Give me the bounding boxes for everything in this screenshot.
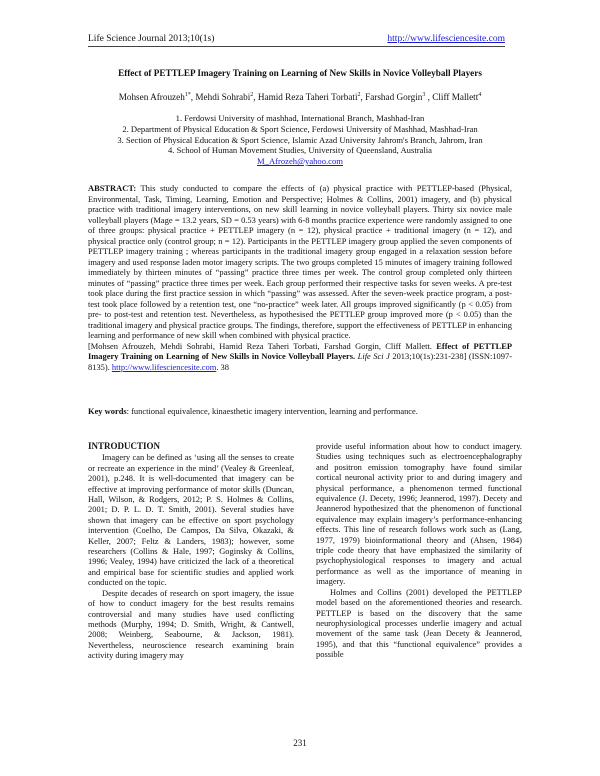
abstract-label: ABSTRACT:	[88, 183, 137, 193]
citation-url-link[interactable]: http://www.lifesciencesite.com	[111, 361, 217, 372]
left-column	[88, 441, 294, 661]
running-header	[88, 34, 505, 47]
keywords-label: Key words	[88, 406, 127, 416]
intro-paragraph-1: Imagery can be defined as ‘using all the senses to create or recreate an experience in the mind’ (Vealey & Greenleaf, 2001), p.248. It is well-documented that imagery can be effective at improving performance of motor skills (Duncan, Hall, Wilson, & Rodgers, 2012; P. S. Holmes & Collins, 2001; D. P. L. D. T. Smith, 2001). Several studies have shown that imagery can be effective on sport psychology intervention (Coelho, De Campos, Da Silva, Okazaki, & Keller, 2007; Feltz & Landers, 1983); however, some researchers (Collins & Hale, 1997; Goginsky & Collins, 1996; Vealey, 1994) have criticized the lack of a theoretical and empirical base for scientific studies and applied work conducted on the topic.	[88, 452, 294, 588]
intro-paragraph-2: Despite decades of research on sport imagery, the issue of how to conduct imagery for the best results remains controversial and many studies have used conflicting methods (Murphy, 1994; D. Smith, Wright, & Cantwell, 2008; Weinberg, Seabourne, & Jackson, 1981). Nevertheless, neuroscience research examining brain activity during imagery may	[88, 587, 294, 661]
author-email[interactable]: M_Afrozeh@yahoo.com	[257, 156, 343, 167]
intro-heading: INTRODUCTION	[88, 441, 161, 451]
citation-number: . 38	[216, 361, 229, 372]
abstract-text: This study conducted to compare the effects of (a) physical practice with PETTLEP-based (Physical, Environmental, Task, Timing, Learning, Emotion and Perspective; Holmes & Collins, 2001) imagery, and (b) physical practice with traditional imagery interventions, on new skill learning in novice volleyball players. Thirty six novice male volleyball players (Mage = 13.2 years, SD = 0.53 years) with 6-8 months practice experience were randomly assigned to one of three groups: physical practice + PETTLEP imagery (n = 12), physical practice + traditional imagery (n = 12), and physical practice only (control group; n = 12). Participants in the PETTLEP imagery group applied the seven components of PETTLEP imagery training ; whereas participants in the traditional imagery group engaged in a relaxation session before imagery and used response laden motor imagery scripts. The two groups completed 15 minutes of imagery training followed immediately by thirteen minutes of “passing” practice three times per week. The control group completed only thirteen minutes of “passing” practice three times per week. Each group performed their respective tasks for seven weeks. A pre-test took place during the first practice session in which “passing” was assessed. After the seven-week practice program, a post-test took place followed by a retention test, one “no-practice” week later. All groups improved significantly (p < 0.05) from pre- to post-test and retention test. Nevertheless, as hypothesised the PETTLEP group improved more (p < 0.05) than the traditional imagery and physical practice groups. The findings, therefore, support the effectiveness of PETTLEP in enhancing learning and performance of new skill when combined with physical practice.	[88, 183, 512, 340]
page-number: 231	[293, 738, 307, 748]
right-column	[316, 441, 522, 660]
abstract	[88, 183, 512, 372]
journal-name: Life Science Journal 2013;10(1s)	[88, 34, 215, 44]
affiliation-2: 2. Department of Physical Education & Sport Science, Ferdowsi University of Mashhad, Mashhad-Iran	[122, 123, 478, 134]
citation-authors: [Mohsen Afrouzeh, Mehdi Sohrabi, Hamid Reza Taheri Torbati, Farshad Gorgin, Cliff Mallett.	[88, 340, 432, 351]
journal-url-link[interactable]: http://www.lifesciencesite.com	[387, 34, 505, 44]
keywords	[88, 406, 512, 416]
citation-tail: 2013;10(1s):231-238] (ISSN:1097-8135).	[88, 351, 513, 372]
citation-title: Effect of PETTLEP Imagery Training on Learning of New Skills in Novice Volleyball Players.	[88, 340, 512, 361]
right-paragraph-2: Holmes and Collins (2001) developed the PETTLEP model based on the aforementioned theories and research. PETTLEP is based on the discovery that the same neurophysiological processes underlie imagery and actual movement of the same task (Jean Decety & Jeannerod, 1995), and that this “functional equivalence” provides a possible	[316, 586, 522, 660]
paper-title: Effect of PETTLEP Imagery Training on Learning of New Skills in Novice Volleyball Players	[118, 68, 482, 78]
keywords-text: : functional equivalence, kinaesthetic imagery intervention, learning and performance.	[126, 406, 418, 416]
affiliations	[40, 113, 560, 167]
citation-journal: Life Sci J	[357, 351, 390, 361]
author-list	[40, 92, 560, 102]
affiliation-3: 3. Section of Physical Education & Sport Science, Islamic Azad University Jahrom's Branch, Jahrom, Iran	[117, 134, 483, 145]
authors-text: Mohsen Afrouzeh$^{1*}$, Mehdi Sohrabi$^2$, Hamid Reza Taheri Torbati$^2$, Farshad Gorgin$^3$ , Cliff Mallett$^4$	[118, 92, 482, 103]
right-paragraph-1: provide useful information about how to conduct imagery. Studies using techniques such as electroencephalography and positron emission tomography have found similar cortical neuronal activity prior to and during imagery and physical performance, a phenomenon termed functional equivalence (J. Decety, 1996; Jeannerod, 1997). Decety and Jeannerod hypothesized that the phenomenon of functional equivalence may explain imagery’s performance-enhancing effects. This line of research follows work such as (Lang, 1977, 1979) bioinformational theory and (Ahsen, 1984) triple code theory that have emphasized the similarity of psychophysiological responses to imagery and actual performance as well as the importance of meaning in imagery.	[316, 441, 522, 587]
affiliation-1: 1. Ferdowsi University of mashhad, International Branch, Mashhad-Iran	[175, 113, 425, 123]
affiliation-4: 4. School of Human Movement Studies, University of Queensland, Australia	[168, 145, 432, 156]
